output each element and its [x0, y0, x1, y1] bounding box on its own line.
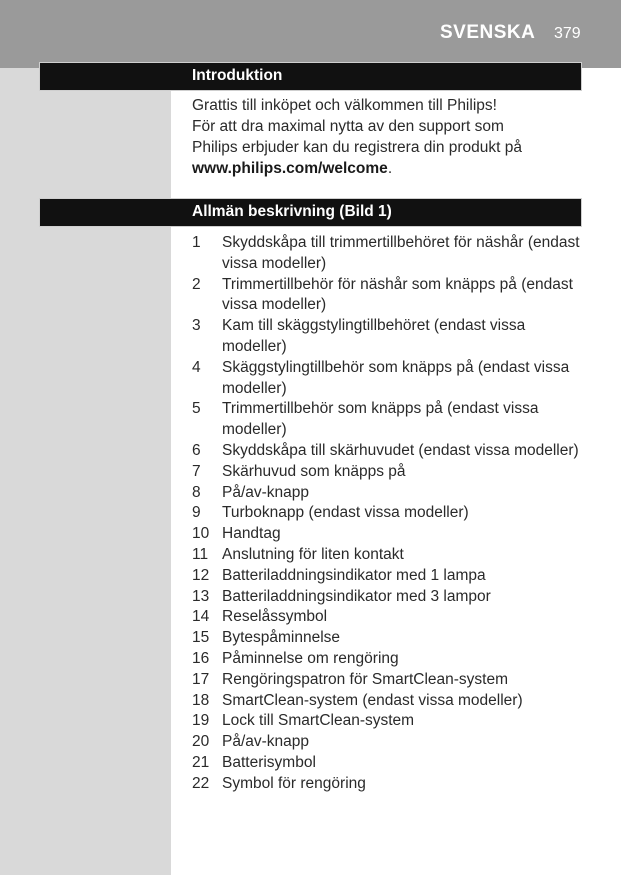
- welcome-url-link[interactable]: www.philips.com/welcome: [192, 160, 388, 177]
- item-text: Symbol för rengöring: [222, 774, 366, 792]
- item-number: 22: [192, 774, 210, 792]
- item-number: 10: [192, 525, 210, 543]
- parts-list-item: [192, 503, 592, 524]
- item-number: 7: [192, 462, 201, 480]
- item-text: Turboknapp (endast vissa modeller): [222, 504, 469, 522]
- item-text: Trimmertillbehör som knäpps på (endast vissa modeller): [222, 400, 539, 439]
- item-number: 15: [192, 629, 210, 647]
- item-number: 20: [192, 733, 210, 751]
- parts-list-item: [192, 483, 592, 504]
- item-text: Batterisymbol: [222, 753, 316, 771]
- parts-list-item: [192, 358, 592, 400]
- item-number: 3: [192, 317, 201, 335]
- parts-list-item: [192, 275, 592, 317]
- parts-list: [192, 233, 592, 795]
- item-text: Påminnelse om rengöring: [222, 649, 399, 667]
- parts-list-item: [192, 607, 592, 628]
- page-header: [0, 0, 621, 68]
- page-number: 379: [554, 25, 581, 42]
- item-text: Bytespåminnelse: [222, 629, 341, 647]
- item-text: Kam till skäggstylingtillbehöret (endast vissa modeller): [222, 317, 526, 355]
- item-text: Rengöringspatron för SmartClean-system: [222, 670, 509, 688]
- section-title-description: Allmän beskrivning (Bild 1): [192, 203, 392, 220]
- parts-list-item: [192, 628, 592, 649]
- item-number: 6: [192, 441, 201, 459]
- item-text: Skärhuvud som knäpps på: [222, 462, 406, 480]
- item-text: Batteriladdningsindikator med 3 lampor: [222, 587, 491, 605]
- header-language: SVENSKA: [440, 22, 536, 43]
- item-number: 21: [192, 753, 210, 771]
- intro-paragraph: [192, 95, 592, 179]
- item-text: Batteriladdningsindikator med 1 lampa: [222, 566, 486, 584]
- item-number: 5: [192, 400, 201, 418]
- item-text: Reselåssymbol: [222, 608, 328, 626]
- item-text: Anslutning för liten kontakt: [222, 545, 404, 563]
- parts-list-item: [192, 566, 592, 587]
- intro-line: Philips erbjuder kan du registrera din produkt på: [192, 139, 522, 156]
- item-number: 9: [192, 504, 201, 522]
- item-text: Skyddskåpa till skärhuvudet (endast vissa modeller): [222, 441, 579, 459]
- item-text: Handtag: [222, 525, 281, 543]
- intro-line: För att dra maximal nytta av den support som: [192, 118, 504, 135]
- left-margin-band: [0, 0, 171, 875]
- parts-list-item: [192, 753, 592, 774]
- parts-list-item: [192, 524, 592, 545]
- parts-list-item: [192, 670, 592, 691]
- section-bar-introduction: [39, 62, 582, 91]
- parts-list-item: [192, 462, 592, 483]
- item-text: Skyddskåpa till trimmertillbehöret för näshår (endast vissa modeller): [222, 234, 580, 272]
- item-text: Trimmertillbehör för näshår som knäpps på (endast vissa modeller): [222, 275, 573, 314]
- parts-list-item: [192, 441, 592, 462]
- item-number: 18: [192, 691, 210, 709]
- item-number: 8: [192, 483, 201, 501]
- parts-list-item: [192, 399, 592, 441]
- parts-list-item: [192, 316, 592, 358]
- item-number: 11: [192, 545, 209, 563]
- parts-list-item: [192, 732, 592, 753]
- item-number: 13: [192, 587, 210, 605]
- parts-list-item: [192, 649, 592, 670]
- url-suffix: .: [387, 160, 393, 177]
- item-text: Lock till SmartClean-system: [222, 712, 415, 730]
- section-title-introduction: Introduktion: [192, 67, 283, 84]
- intro-url-line: [192, 158, 592, 179]
- parts-list-item: [192, 691, 592, 712]
- item-number: 1: [192, 234, 201, 251]
- item-number: 19: [192, 712, 210, 730]
- parts-list-item: [192, 545, 592, 566]
- item-number: 16: [192, 649, 210, 667]
- item-text: På/av-knapp: [222, 733, 310, 751]
- item-number: 17: [192, 670, 210, 688]
- parts-list-item: [192, 774, 592, 795]
- item-text: SmartClean-system (endast vissa modeller): [222, 691, 523, 709]
- parts-list-item: [192, 233, 592, 275]
- item-number: 2: [192, 275, 201, 293]
- parts-list-item: [192, 711, 592, 732]
- item-text: På/av-knapp: [222, 483, 310, 501]
- item-number: 14: [192, 608, 210, 626]
- section-bar-description: [39, 198, 582, 227]
- parts-list-item: [192, 587, 592, 608]
- intro-line: Grattis till inköpet och välkommen till Philips!: [192, 97, 497, 114]
- item-number: 12: [192, 566, 210, 584]
- item-number: 4: [192, 358, 201, 376]
- item-text: Skäggstylingtillbehör som knäpps på (endast vissa modeller): [222, 358, 570, 397]
